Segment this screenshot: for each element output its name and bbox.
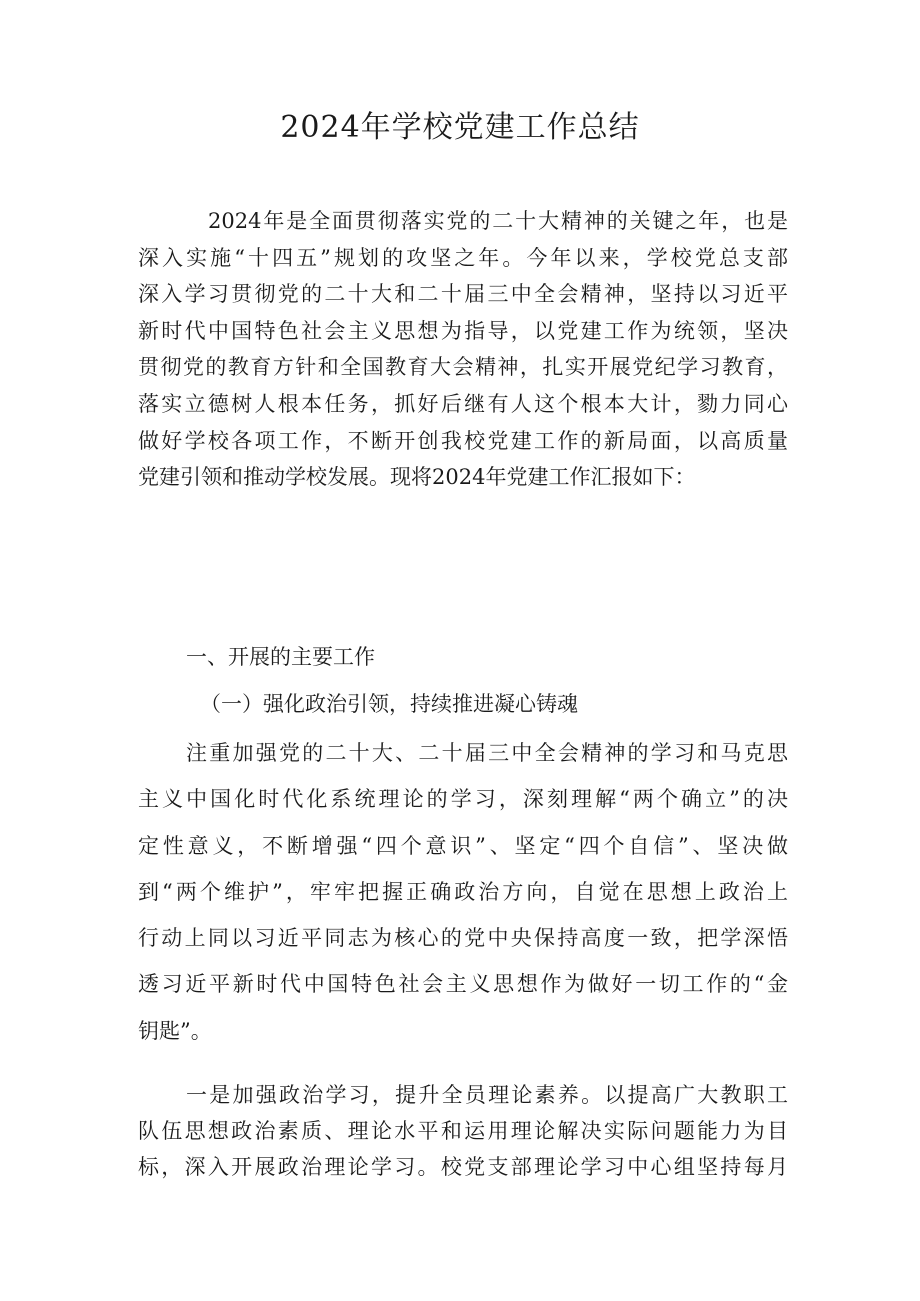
- paragraph-line: 新时代中国特色社会主义思想为指导，以党建工作为统领，坚决: [138, 318, 788, 343]
- paragraph-line: 深入实施“十四五”规划的攻坚之年。今年以来，学校党总支部: [138, 245, 788, 270]
- paragraph-line: 队伍思想政治素质、理论水平和运用理论解决实际问题能力为目: [138, 1119, 788, 1143]
- document-title: 2024年学校党建工作总结: [280, 110, 640, 145]
- paragraph-line: 标，深入开展政治理论学习。校党支部理论学习中心组坚持每月: [138, 1155, 788, 1179]
- paragraph-line: 主义中国化时代化系统理论的学习，深刻理解“两个确立”的决: [138, 787, 788, 812]
- body-paragraph: [138, 1077, 788, 1185]
- paragraph-line: 做好学校各项工作，不断开创我校党建工作的新局面，以高质量: [138, 428, 788, 453]
- paragraph-line: 钥匙”。: [138, 1018, 212, 1043]
- section-heading: 一、开展的主要工作: [186, 645, 375, 669]
- paragraph-line: 一是加强政治学习，提升全员理论素养。以提高广大教职工: [186, 1083, 788, 1107]
- intro-paragraph: [138, 203, 788, 496]
- paragraph-line: 落实立德树人根本任务，抓好后继有人这个根本大计，勠力同心: [138, 391, 788, 416]
- paragraph-line: 党建引领和推动学校发展。现将2024年党建工作汇报如下：: [138, 465, 696, 490]
- paragraph-line: 行动上同以习近平同志为核心的党中央保持高度一致，把学深悟: [138, 926, 788, 951]
- paragraph-line: 透习近平新时代中国特色社会主义思想作为做好一切工作的“金: [138, 972, 788, 997]
- body-paragraph: [138, 730, 788, 1054]
- paragraph-line: 2024年是全面贯彻落实党的二十大精神的关键之年，也是: [208, 209, 788, 233]
- paragraph-line: 注重加强党的二十大、二十届三中全会精神的学习和马克思: [186, 741, 788, 765]
- paragraph-line: 到“两个维护”，牢牢把握正确政治方向，自觉在思想上政治上: [138, 879, 788, 904]
- paragraph-line: 定性意义，不断增强“四个意识”、坚定“四个自信”、坚决做: [138, 833, 788, 858]
- paragraph-line: 贯彻党的教育方针和全国教育大会精神，扎实开展党纪学习教育，: [138, 355, 788, 380]
- subsection-heading: （一）强化政治引领，持续推进凝心铸魂: [200, 692, 578, 716]
- paragraph-line: 深入学习贯彻党的二十大和二十届三中全会精神，坚持以习近平: [138, 282, 788, 307]
